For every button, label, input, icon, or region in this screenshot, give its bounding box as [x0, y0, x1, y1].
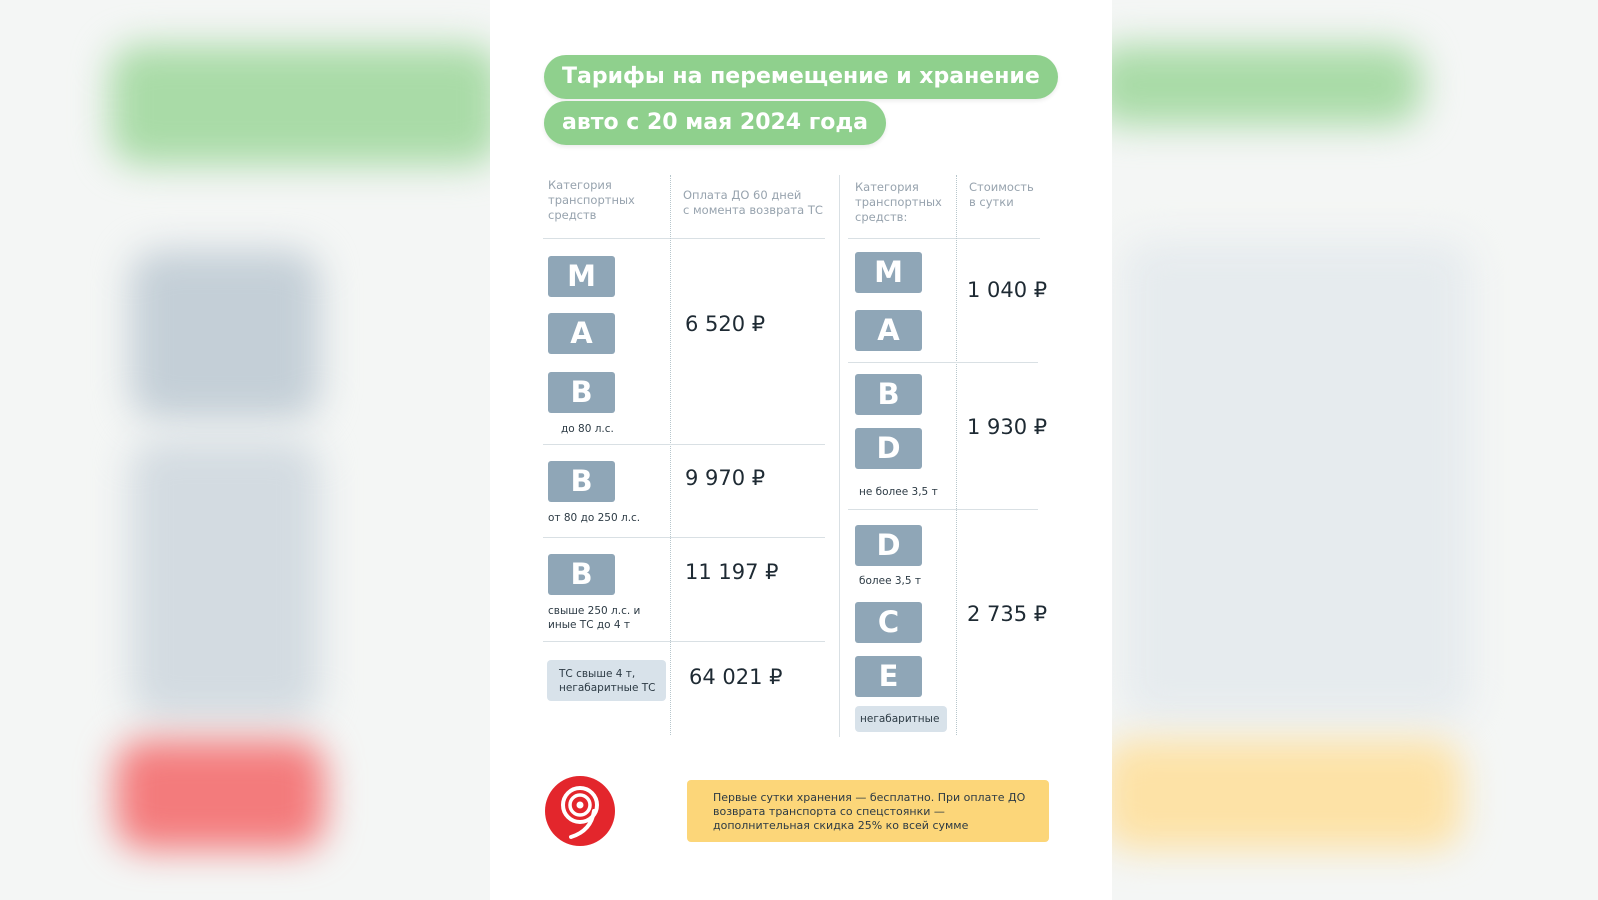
row-note: более 3,5 т [859, 575, 922, 587]
category-badge-m: M [855, 252, 922, 293]
left-header-divider [543, 238, 825, 239]
right-header-category: Категория транспортных средств: [855, 180, 942, 224]
category-badge-b: B [548, 372, 615, 413]
moscow-parking-logo-icon [544, 775, 616, 847]
oversize-vehicles-chip: ТС свыше 4 т, негабаритные ТС [547, 660, 666, 701]
category-badge-a: A [548, 313, 615, 354]
category-badge-d: D [855, 525, 922, 566]
category-badge-m: M [548, 256, 615, 297]
row-divider [543, 537, 825, 538]
row-note: не более 3,5 т [859, 486, 938, 498]
right-header-price: Стоимость в сутки [969, 180, 1034, 209]
category-badge-b: B [548, 554, 615, 595]
left-column-divider [670, 175, 671, 735]
table-separator [839, 175, 840, 737]
right-column-divider [956, 175, 957, 735]
row-divider [543, 641, 825, 642]
blurred-background-right [1112, 0, 1598, 900]
left-header-category: Категория транспортных средств [548, 178, 635, 222]
price-value: 6 520 ₽ [685, 312, 766, 336]
price-value: 64 021 ₽ [689, 665, 783, 689]
blurred-background-left [0, 0, 490, 900]
tariff-poster [490, 0, 1112, 900]
price-value: 2 735 ₽ [967, 602, 1048, 626]
title-line-2: авто с 20 мая 2024 года [544, 101, 886, 145]
category-badge-b: B [548, 461, 615, 502]
price-value: 11 197 ₽ [685, 560, 779, 584]
row-note: до 80 л.с. [561, 423, 614, 435]
title-line-1: Тарифы на перемещение и хранение [544, 55, 1058, 99]
row-divider [848, 362, 1038, 363]
category-badge-e: E [855, 656, 922, 697]
row-divider [848, 509, 1038, 510]
row-note: от 80 до 250 л.с. [548, 512, 641, 524]
price-value: 1 930 ₽ [967, 415, 1048, 439]
left-header-price: Оплата ДО 60 дней с момента возврата ТС [683, 188, 823, 217]
category-badge-b: B [855, 374, 922, 415]
row-divider [543, 444, 825, 445]
right-header-divider [848, 238, 1040, 239]
price-value: 1 040 ₽ [967, 278, 1048, 302]
oversize-chip: негабаритные [855, 706, 947, 732]
category-badge-a: A [855, 310, 922, 351]
row-note: свыше 250 л.с. и иные ТС до 4 т [548, 605, 641, 631]
category-badge-d: D [855, 428, 922, 469]
price-value: 9 970 ₽ [685, 466, 766, 490]
category-badge-c: C [855, 602, 922, 643]
free-storage-notice: Первые сутки хранения — бесплатно. При оплате ДО возврата транспорта со спецстоянки — дополнительная скидка 25% ко всей сумме [687, 780, 1049, 842]
